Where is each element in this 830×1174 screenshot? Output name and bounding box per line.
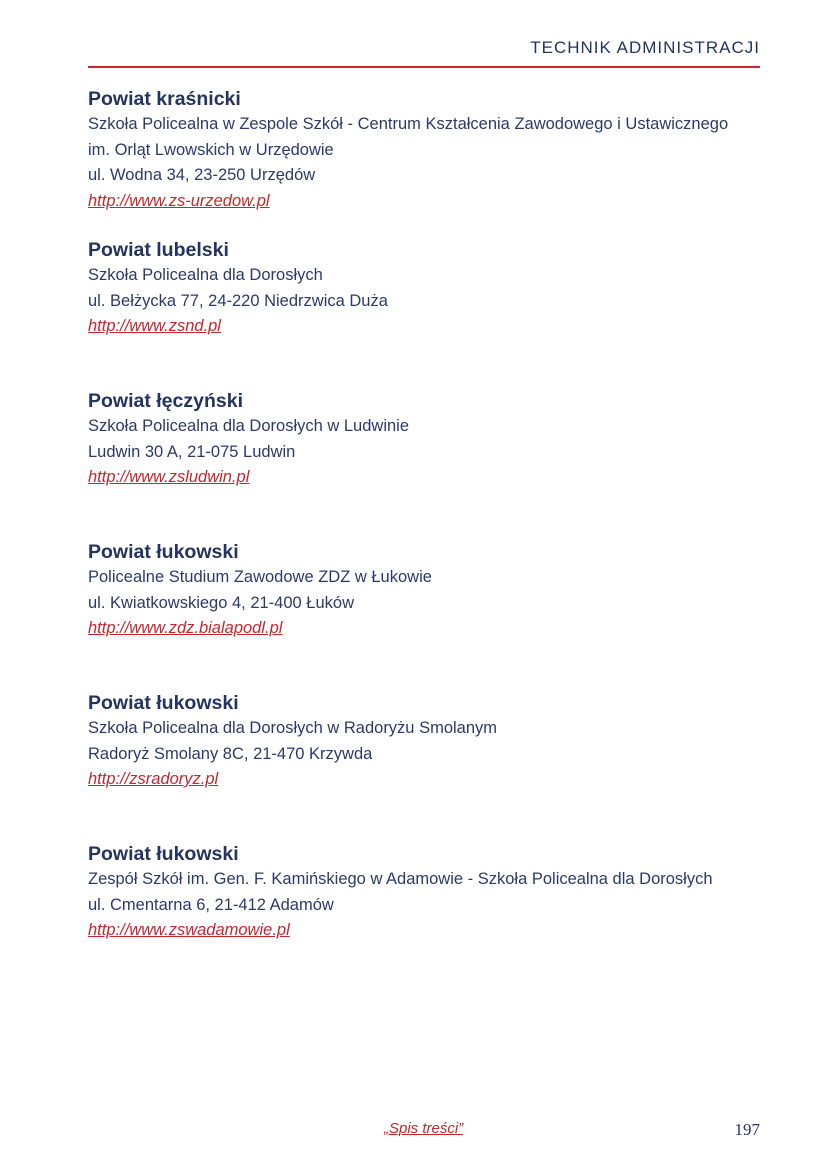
district-title: Powiat lubelski: [88, 239, 229, 261]
school-name: Policealne Studium Zawodowe ZDZ w Łukowie: [88, 568, 432, 586]
school-name: Zespół Szkół im. Gen. F. Kamińskiego w Adamowie - Szkoła Policealna dla Dorosłych: [88, 870, 713, 888]
school-website-link[interactable]: http://www.zsludwin.pl: [88, 468, 250, 486]
school-address: ul. Wodna 34, 23-250 Urzędów: [88, 166, 316, 184]
school-address: Ludwin 30 A, 21-075 Ludwin: [88, 442, 296, 461]
school-address: ul. Cmentarna 6, 21-412 Adamów: [88, 895, 334, 914]
school-address: ul. Bełżycka 77, 24-220 Niedrzwica Duża: [88, 291, 388, 310]
school-entry: [88, 539, 768, 690]
school-name-continued: im. Orląt Lwowskich w Urzędowie: [88, 140, 334, 159]
school-entry: [88, 690, 768, 841]
school-name: Szkoła Policealna dla Dorosłych: [88, 266, 323, 284]
school-name: Szkoła Policealna dla Dorosłych w Ludwinie: [88, 417, 410, 435]
school-address: ul. Kwiatkowskiego 4, 21-400 Łuków: [88, 593, 354, 612]
school-website-link[interactable]: http://www.zdz.bialapodl.pl: [88, 619, 283, 637]
district-title: Powiat łukowski: [88, 541, 239, 563]
school-entry: [88, 388, 768, 539]
school-website-link[interactable]: http://zsradoryz.pl: [88, 770, 219, 788]
page-header: [88, 38, 760, 68]
school-entry: [88, 841, 768, 992]
school-website-link[interactable]: http://www.zsnd.pl: [88, 317, 221, 335]
school-address: Radoryż Smolany 8C, 21-470 Krzywda: [88, 744, 373, 763]
district-title: Powiat łęczyński: [88, 390, 243, 412]
page-number: 197: [734, 1120, 760, 1139]
header-title: TECHNIK ADMINISTRACJI: [530, 38, 760, 57]
school-name: Szkoła Policealna w Zespole Szkół - Centrum Kształcenia Zawodowego i Ustawicznego: [88, 115, 729, 133]
school-website-link[interactable]: http://www.zswadamowie.pl: [88, 921, 290, 939]
school-entry: [88, 237, 768, 388]
district-title: Powiat kraśnicki: [88, 88, 241, 110]
school-list: [88, 86, 768, 992]
school-name: Szkoła Policealna dla Dorosłych w Radoryżu Smolanym: [88, 719, 498, 737]
school-website-link[interactable]: http://www.zs-urzedow.pl: [88, 191, 270, 210]
school-entry: [88, 86, 768, 237]
district-title: Powiat łukowski: [88, 843, 239, 865]
district-title: Powiat łukowski: [88, 692, 239, 714]
table-of-contents-link[interactable]: „Spis treści”: [384, 1120, 464, 1137]
